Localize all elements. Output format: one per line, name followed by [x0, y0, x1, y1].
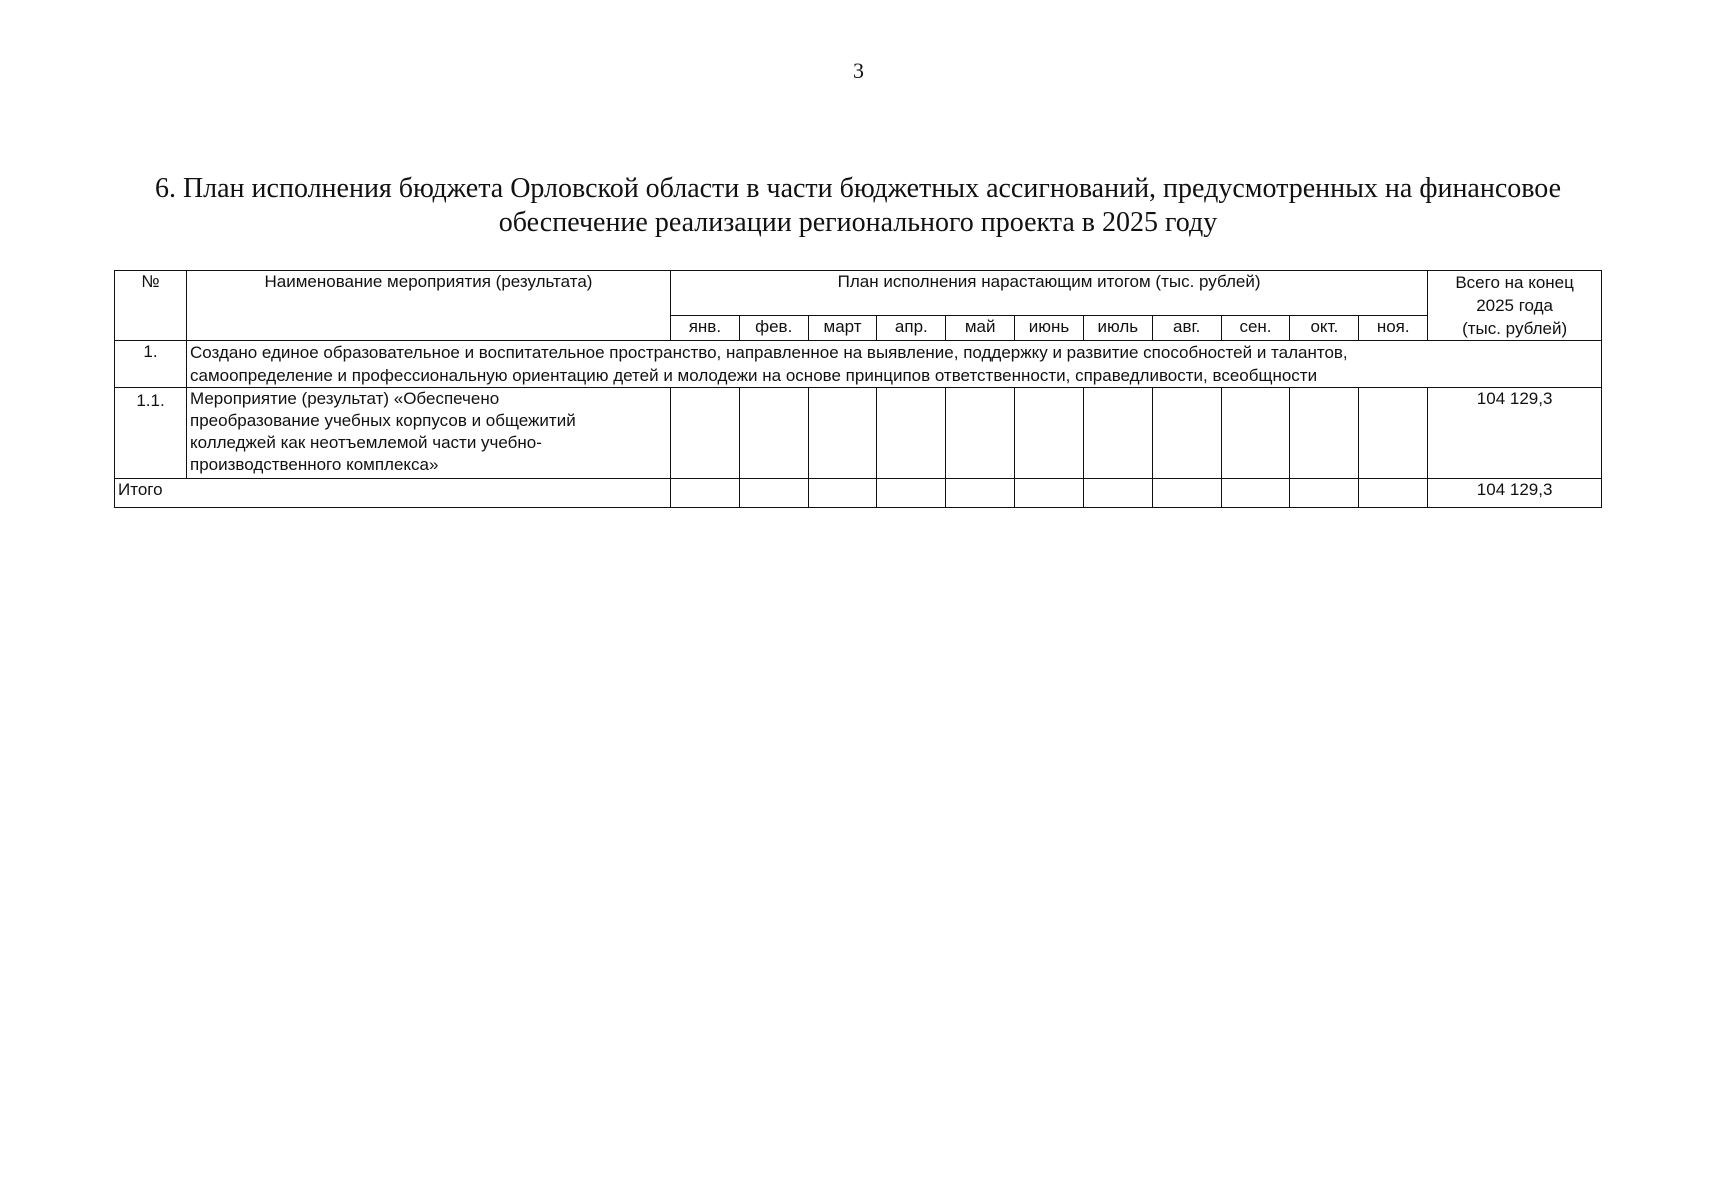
- month-header: окт.: [1290, 316, 1359, 341]
- month-cell: [1359, 388, 1428, 479]
- header-total-line-1: Всего на конец: [1455, 273, 1574, 292]
- activity-total: 104 129,3: [1428, 388, 1602, 479]
- header-total-line-3: (тыс. рублей): [1462, 319, 1568, 338]
- month-header: апр.: [877, 316, 946, 341]
- month-cell: [1290, 388, 1359, 479]
- month-cell: [1152, 388, 1221, 479]
- month-cell: [670, 388, 739, 479]
- budget-plan-table: [114, 270, 1602, 508]
- month-cell: [877, 479, 946, 508]
- activity-text-line-1: Мероприятие (результат) «Обеспечено: [190, 389, 500, 408]
- activity-number: 1.1.: [115, 388, 187, 479]
- month-cell: [1083, 479, 1152, 508]
- month-cell: [670, 479, 739, 508]
- month-cell: [946, 479, 1015, 508]
- month-cell: [1290, 479, 1359, 508]
- month-cell: [1015, 479, 1084, 508]
- itogo-label: Итого: [115, 479, 671, 508]
- month-header: июль: [1083, 316, 1152, 341]
- month-cell: [1015, 388, 1084, 479]
- month-cell: [739, 479, 808, 508]
- month-header: май: [946, 316, 1015, 341]
- table-row-goal: [115, 341, 1602, 388]
- page-number: 3: [853, 58, 864, 83]
- month-cell: [1359, 479, 1428, 508]
- month-cell: [946, 388, 1015, 479]
- goal-description: [187, 341, 1602, 388]
- month-cell: [808, 388, 877, 479]
- month-cell: [808, 479, 877, 508]
- month-cell: [739, 388, 808, 479]
- activity-text-line-4: производственного комплекса»: [190, 455, 439, 474]
- activity-text-line-2: преобразование учебных корпусов и общежитий: [190, 411, 576, 430]
- itogo-total: 104 129,3: [1428, 479, 1602, 508]
- month-cell: [1221, 479, 1290, 508]
- table-row-itogo: [115, 479, 1602, 508]
- month-header: фев.: [739, 316, 808, 341]
- month-header: март: [808, 316, 877, 341]
- table-header-row: [115, 271, 1602, 316]
- goal-text-line-2: самоопределение и профессиональную ориентацию детей и молодежи на основе принципов ответственности, справедливости, всеобщности: [190, 366, 1318, 385]
- title-line-2: обеспечение реализации регионального проекта в 2025 году: [498, 207, 1218, 238]
- title-line-1: 6. План исполнения бюджета Орловской области в части бюджетных ассигнований, предусмотренных на финансовое: [154, 173, 1562, 204]
- month-cell: [1221, 388, 1290, 479]
- activity-text-line-3: колледжей как неотъемлемой части учебно-: [190, 433, 542, 452]
- document-title: [120, 172, 1596, 240]
- month-cell: [1152, 479, 1221, 508]
- month-header: ноя.: [1359, 316, 1428, 341]
- month-cell: [1083, 388, 1152, 479]
- month-header: сен.: [1221, 316, 1290, 341]
- month-header: июнь: [1015, 316, 1084, 341]
- month-header: авг.: [1152, 316, 1221, 341]
- month-cell: [877, 388, 946, 479]
- header-total: [1428, 271, 1602, 341]
- goal-text-line-1: Создано единое образовательное и воспитательное пространство, направленное на выявление, поддержку и развитие способностей и талантов,: [190, 343, 1348, 362]
- activity-description: [187, 388, 671, 479]
- goal-number: 1.: [115, 341, 187, 388]
- header-plan: План исполнения нарастающим итогом (тыс. рублей): [670, 271, 1427, 316]
- month-header: янв.: [670, 316, 739, 341]
- header-total-line-2: 2025 года: [1476, 296, 1554, 315]
- header-num: №: [115, 271, 187, 341]
- table-row-activity: [115, 388, 1602, 479]
- header-name: Наименование мероприятия (результата): [187, 271, 671, 341]
